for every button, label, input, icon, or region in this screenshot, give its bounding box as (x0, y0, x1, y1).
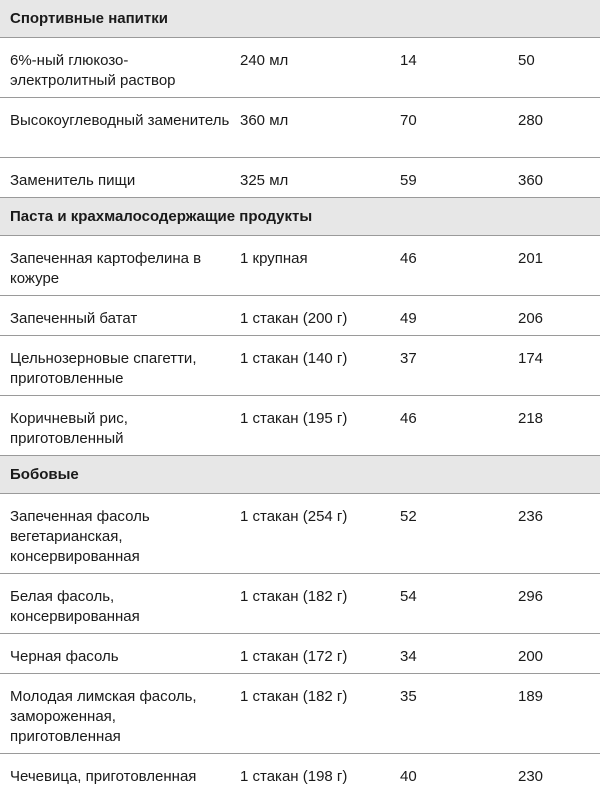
serving-size: 1 стакан (254 г) (240, 508, 348, 525)
food-name: Заменитель пищи (10, 172, 136, 189)
calories: 174 (518, 350, 544, 367)
glycemic-index: 49 (400, 310, 417, 327)
table-row (0, 494, 600, 574)
glycemic-index: 34 (400, 648, 417, 665)
table-row (0, 98, 600, 158)
food-name: Молодая лимская фасоль, замороженная, приготовленная (10, 688, 197, 745)
food-name: Высокоуглеводный заменитель (10, 112, 230, 129)
serving-size: 1 стакан (172 г) (240, 648, 348, 665)
table-row (0, 574, 600, 634)
calories: 236 (518, 508, 544, 525)
serving-size: 1 стакан (182 г) (240, 588, 348, 605)
serving-size: 325 мл (240, 172, 289, 189)
food-name: Запеченный батат (10, 310, 138, 327)
serving-size: 1 стакан (198 г) (240, 768, 348, 785)
glycemic-index: 70 (400, 112, 417, 129)
calories: 218 (518, 410, 544, 427)
food-name: Запеченная фасоль вегетарианская, консервированная (10, 508, 150, 565)
table-row (0, 158, 600, 198)
calories: 280 (518, 112, 544, 129)
glycemic-index: 35 (400, 688, 417, 705)
food-name: Запеченная картофелина в кожуре (10, 250, 202, 287)
table-row (0, 336, 600, 396)
table-row (0, 674, 600, 754)
serving-size: 360 мл (240, 112, 289, 129)
glycemic-index: 40 (400, 768, 417, 785)
food-name: Чечевица, приготовленная (10, 768, 197, 785)
serving-size: 1 стакан (182 г) (240, 688, 348, 705)
glycemic-index: 37 (400, 350, 417, 367)
serving-size: 1 стакан (200 г) (240, 310, 348, 327)
food-name: 6%-ный глюкозо-электролитный раствор (10, 52, 176, 89)
section-header-legumes: Бобовые (0, 456, 600, 494)
serving-size: 1 крупная (240, 250, 308, 267)
calories: 189 (518, 688, 544, 705)
calories: 200 (518, 648, 544, 665)
calories: 360 (518, 172, 544, 189)
serving-size: 1 стакан (195 г) (240, 410, 348, 427)
food-name: Цельнозерновые спагетти, приготовленные (10, 350, 197, 387)
calories: 206 (518, 310, 544, 327)
glycemic-index: 46 (400, 250, 417, 267)
food-name: Коричневый рис, приготовленный (10, 410, 128, 447)
food-name: Черная фасоль (10, 648, 119, 665)
section-header-sports-drinks: Спортивные напитки (0, 0, 600, 38)
table-row (0, 754, 600, 794)
serving-size: 240 мл (240, 52, 289, 69)
glycemic-index: 54 (400, 588, 417, 605)
glycemic-index: 52 (400, 508, 417, 525)
calories: 296 (518, 588, 544, 605)
table-row (0, 396, 600, 456)
table-row (0, 236, 600, 296)
table-row (0, 38, 600, 98)
glycemic-index: 14 (400, 52, 417, 69)
glycemic-index: 46 (400, 410, 417, 427)
food-name: Белая фасоль, консервированная (10, 588, 140, 625)
table-row (0, 296, 600, 336)
serving-size: 1 стакан (140 г) (240, 350, 348, 367)
calories: 201 (518, 250, 544, 267)
calories: 50 (518, 52, 535, 69)
glycemic-index: 59 (400, 172, 417, 189)
section-header-starches: Паста и крахмалосодержащие продукты (0, 198, 600, 236)
table-row (0, 634, 600, 674)
calories: 230 (518, 768, 544, 785)
